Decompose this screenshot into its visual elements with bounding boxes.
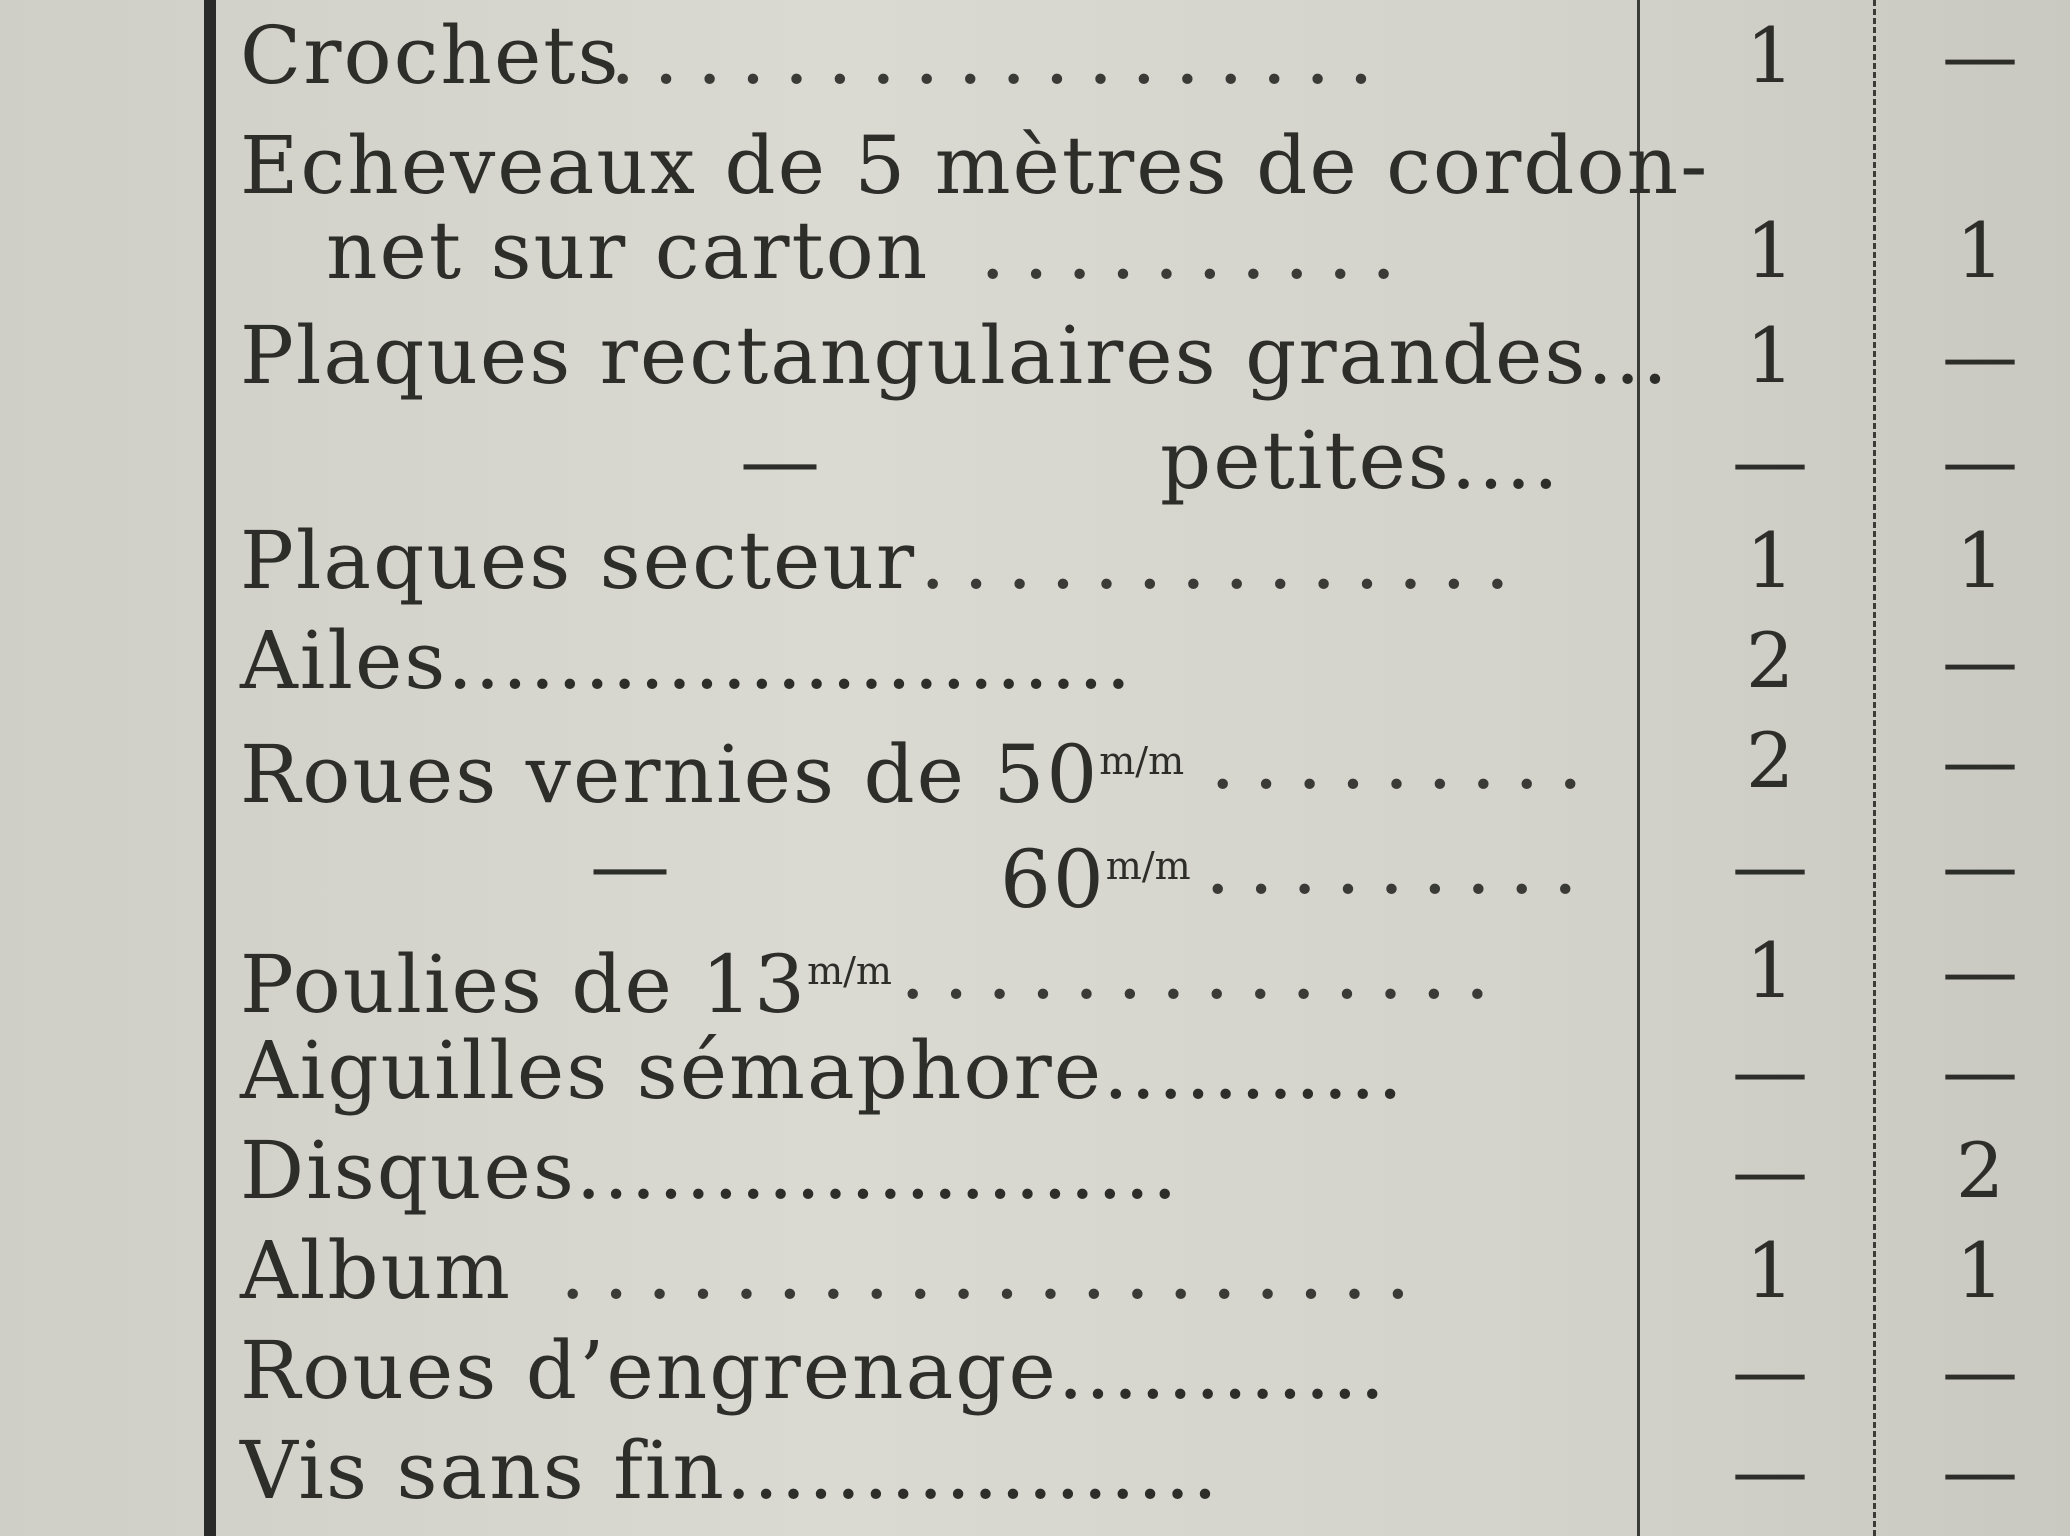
leader-dots: ... xyxy=(1587,309,1670,402)
table-row xyxy=(240,1425,2048,1529)
table-row xyxy=(240,515,2048,619)
row-label xyxy=(240,715,1620,821)
col2-value: 1 xyxy=(1955,516,2005,605)
col2-value: — xyxy=(1942,616,2018,705)
col1-value: 1 xyxy=(1745,311,1795,400)
col2-value: — xyxy=(1942,416,2018,505)
row-text: Plaques secteur xyxy=(240,514,917,607)
table-row xyxy=(240,1025,2048,1129)
table-row xyxy=(240,715,2048,819)
col2-value: 2 xyxy=(1955,1126,2005,1215)
ditto-mark: — xyxy=(740,414,820,507)
leader-dots: ............ xyxy=(1057,1324,1387,1417)
leader-dots: ........... xyxy=(1103,1024,1405,1117)
row-label xyxy=(240,1225,1620,1317)
row-text: Disques xyxy=(240,1124,576,1217)
col2-value: — xyxy=(1942,821,2018,910)
leader-dots: .............. xyxy=(900,924,1509,1017)
row-label xyxy=(240,925,1620,1031)
table-row xyxy=(240,1325,2048,1429)
table-row xyxy=(240,1225,2048,1329)
col2-value: — xyxy=(1942,311,2018,400)
unit-mm: m/m xyxy=(1105,844,1191,888)
leader-dots: .... xyxy=(1450,414,1561,507)
leader-dots: .................... xyxy=(560,1224,1429,1317)
col1-value: 2 xyxy=(1745,716,1795,805)
ditto-mark: — xyxy=(590,819,670,912)
row-text: Ailes xyxy=(240,614,448,707)
col1-value: — xyxy=(1732,416,1808,505)
table-row xyxy=(240,820,2048,924)
row-text: Album xyxy=(240,1224,512,1317)
col1-value: 1 xyxy=(1745,516,1795,605)
table-row xyxy=(240,10,2048,114)
col1-value: 1 xyxy=(1745,926,1795,1015)
col1-value: — xyxy=(1732,1026,1808,1115)
table-row xyxy=(240,615,2048,719)
row-text: Echeveaux de 5 mètres de cordon- xyxy=(240,119,1710,212)
leader-dots: ......... xyxy=(1210,714,1601,807)
col1-value: — xyxy=(1732,1326,1808,1415)
col2-value: — xyxy=(1942,926,2018,1015)
col2-value: — xyxy=(1942,11,2018,100)
table-row xyxy=(240,205,2048,309)
margin-rule xyxy=(204,0,216,1536)
table-row xyxy=(240,1125,2048,1229)
col2-value: — xyxy=(1942,1026,2018,1115)
row-label xyxy=(1160,415,1620,507)
row-label xyxy=(240,119,1710,212)
row-label xyxy=(240,515,1620,607)
col1-value: 2 xyxy=(1745,616,1795,705)
leader-dots: .................. xyxy=(725,1424,1220,1517)
unit-mm: m/m xyxy=(807,949,892,993)
row-label xyxy=(240,1025,1620,1117)
row-label xyxy=(240,615,1620,707)
table-row xyxy=(240,415,2048,519)
row-text: Aiguilles sémaphore xyxy=(240,1024,1104,1117)
col2-value: 1 xyxy=(1955,206,2005,295)
col1-value: 1 xyxy=(1745,1226,1795,1315)
leader-dots: ......... xyxy=(1205,819,1596,912)
col1-value: 1 xyxy=(1745,11,1795,100)
row-text: Poulies de 13 xyxy=(240,938,808,1031)
table-row xyxy=(240,310,2048,414)
col1-value: — xyxy=(1732,821,1808,910)
row-text: Roues vernies de 50 xyxy=(240,728,1100,821)
row-text: petites xyxy=(1160,414,1451,507)
row-label xyxy=(240,10,1620,102)
col2-value: 1 xyxy=(1955,1226,2005,1315)
leader-dots: .................. xyxy=(610,9,1392,102)
row-label xyxy=(1000,820,1620,926)
leader-dots: ......................... xyxy=(447,614,1134,707)
col1-value: 1 xyxy=(1745,206,1795,295)
col2-value: — xyxy=(1942,716,2018,805)
row-text: net sur carton xyxy=(326,204,930,297)
row-label xyxy=(240,1325,1620,1417)
leader-dots: ...................... xyxy=(575,1124,1180,1217)
row-text: Crochets xyxy=(240,9,621,102)
leader-dots: .......... xyxy=(980,204,1415,297)
row-label xyxy=(240,1125,1620,1217)
row-label xyxy=(240,1425,1620,1517)
table-row xyxy=(240,925,2048,1029)
row-label xyxy=(240,205,1706,297)
leader-dots: .............. xyxy=(920,514,1529,607)
row-text: Vis sans fin xyxy=(240,1424,726,1517)
col1-value: — xyxy=(1732,1126,1808,1215)
unit-mm: m/m xyxy=(1099,739,1185,783)
col2-value: — xyxy=(1942,1426,2018,1515)
col2-value: — xyxy=(1942,1326,2018,1415)
row-label xyxy=(240,309,1670,402)
row-text: Plaques rectangulaires grandes xyxy=(240,309,1588,402)
row-text: 60 xyxy=(1000,833,1106,926)
col1-value: — xyxy=(1732,1426,1808,1515)
row-text: Roues d’engrenage xyxy=(240,1324,1058,1417)
